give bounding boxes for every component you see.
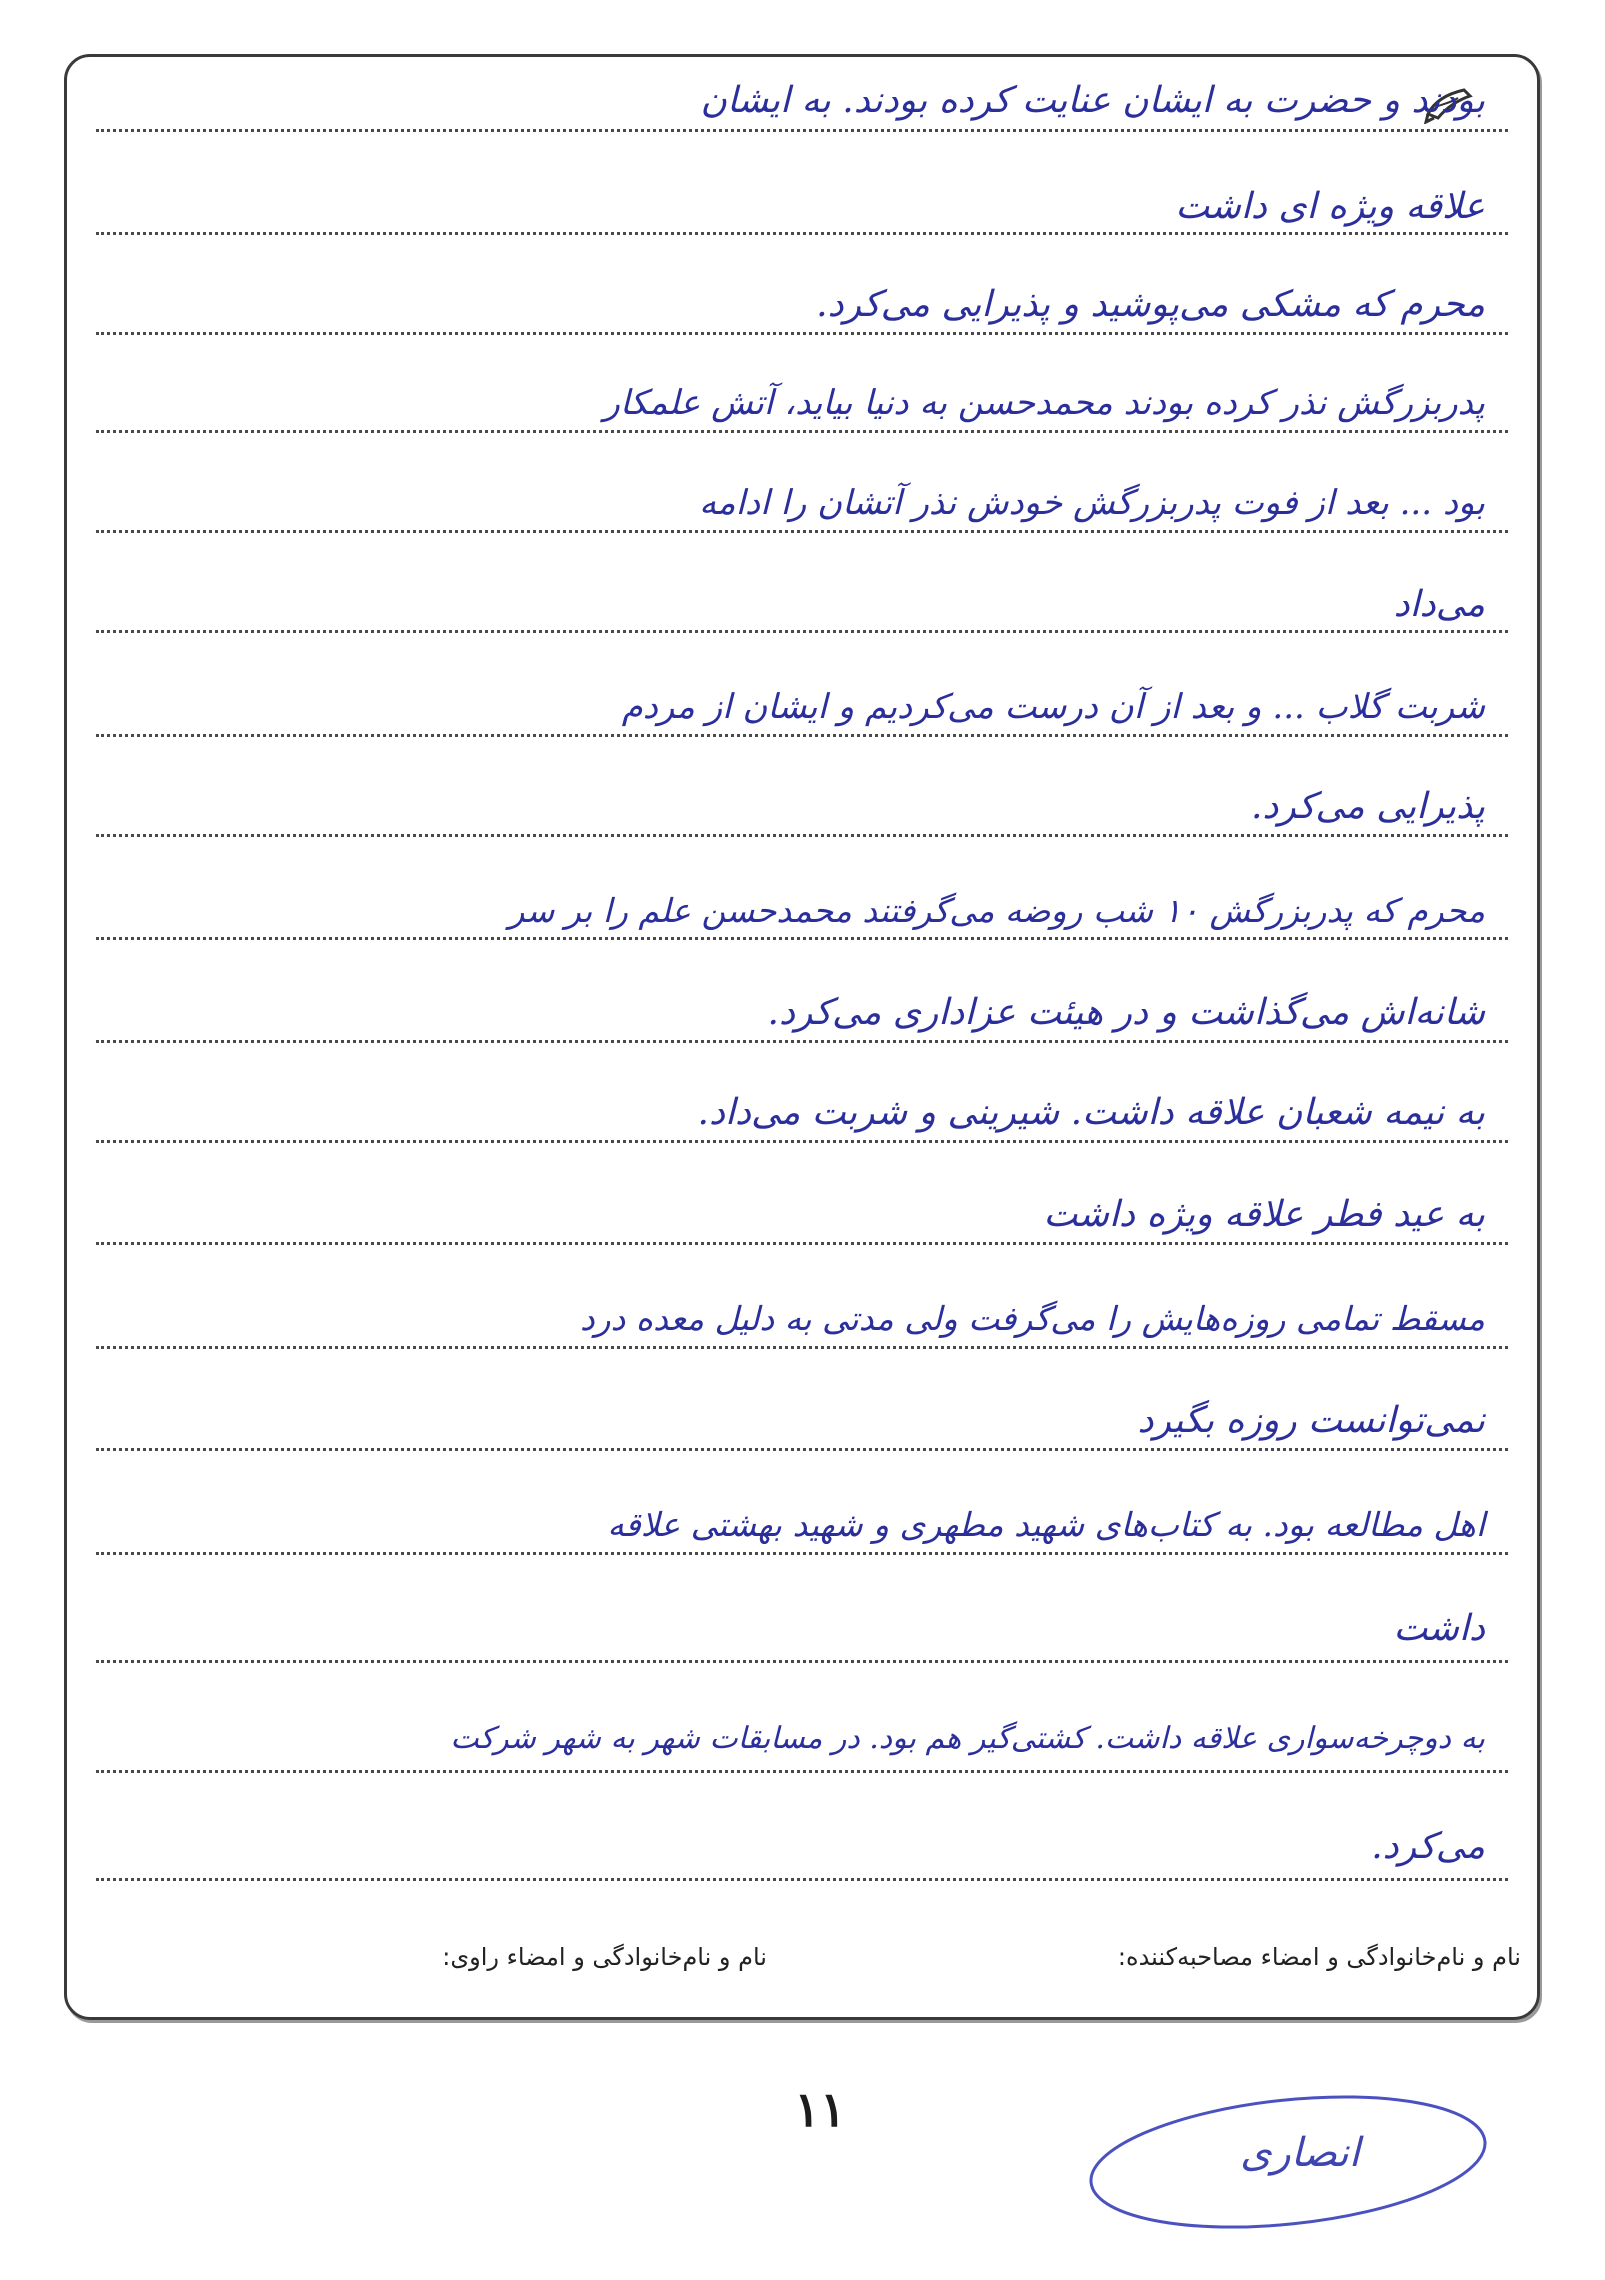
- ruled-line: [96, 937, 1508, 940]
- ruled-line: [96, 232, 1508, 235]
- ruled-line: [96, 332, 1508, 335]
- handwritten-line: نمی‌توانست روزه بگیرد: [1137, 1400, 1485, 1441]
- handwritten-line: شانه‌اش می‌گذاشت و در هیئت عزاداری می‌کرد.: [767, 992, 1485, 1033]
- ruled-line: [96, 630, 1508, 633]
- narrator-signature-label: نام و نام‌خانوادگی و امضاء راوی:: [442, 1943, 767, 1971]
- ruled-line: [96, 530, 1508, 533]
- handwritten-line: محرم که پدربزرگش ۱۰ شب روضه می‌گرفتند محمدحسن علم را بر سر: [508, 891, 1485, 930]
- ruled-line: [96, 1448, 1508, 1451]
- ruled-line: [96, 1878, 1508, 1881]
- ruled-line: [96, 1770, 1508, 1773]
- ruled-line: [96, 129, 1508, 132]
- page-number: ۱۱: [794, 2082, 846, 2138]
- ruled-line: [96, 1040, 1508, 1043]
- handwritten-line: مسقط تمامی روزه‌هایش را می‌گرفت ولی مدتی به دلیل معده درد: [579, 1299, 1485, 1338]
- handwritten-line: داشت: [1393, 1608, 1485, 1649]
- handwritten-line: بودند و حضرت به ایشان عنایت کرده بودند. به ایشان: [700, 80, 1485, 121]
- handwritten-line: پدربزرگش نذر کرده بودند محمدحسن به دنیا بیاید، آتش علمکار: [603, 383, 1485, 423]
- handwritten-line: به دوچرخه‌سواری علاقه داشت. کشتی‌گیر هم بود. در مسابقات شهر به شهر شرکت: [450, 1721, 1485, 1756]
- ruled-line: [96, 1660, 1508, 1663]
- handwritten-line: به نیمه شعبان علاقه داشت. شیرینی و شربت می‌داد.: [697, 1092, 1485, 1133]
- ruled-line: [96, 1242, 1508, 1245]
- ruled-line: [96, 734, 1508, 737]
- ruled-line: [96, 834, 1508, 837]
- handwritten-line: بود ... بعد از فوت پدربزرگش خودش نذر آتشان را ادامه: [699, 483, 1485, 523]
- handwritten-line: به عید فطر علاقه ویژه داشت: [1043, 1194, 1485, 1235]
- ruled-line: [96, 1552, 1508, 1555]
- handwritten-line: محرم که مشکی می‌پوشید و پذیرایی می‌کرد.: [816, 284, 1485, 325]
- handwritten-line: پذیرایی می‌کرد.: [1250, 786, 1485, 827]
- handwritten-line: علاقه ویژه ای داشت: [1175, 186, 1485, 227]
- handwritten-line: اهل مطالعه بود. به کتاب‌های شهید مطهری و شهید بهشتی علاقه: [607, 1505, 1485, 1544]
- interviewer-signature-label: نام و نام‌خانوادگی و امضاء مصاحبه‌کننده:: [1117, 1943, 1521, 1971]
- ruled-line: [96, 1346, 1508, 1349]
- ruled-line: [96, 430, 1508, 433]
- handwritten-line: می‌داد: [1393, 584, 1485, 625]
- handwritten-line: شربت گلاب ... و بعد از آن درست می‌کردیم و ایشان از مردم: [621, 687, 1485, 727]
- handwritten-line: می‌کرد.: [1371, 1826, 1485, 1867]
- ruled-line: [96, 1140, 1508, 1143]
- signature-stamp-text: انصاری: [1240, 2130, 1360, 2176]
